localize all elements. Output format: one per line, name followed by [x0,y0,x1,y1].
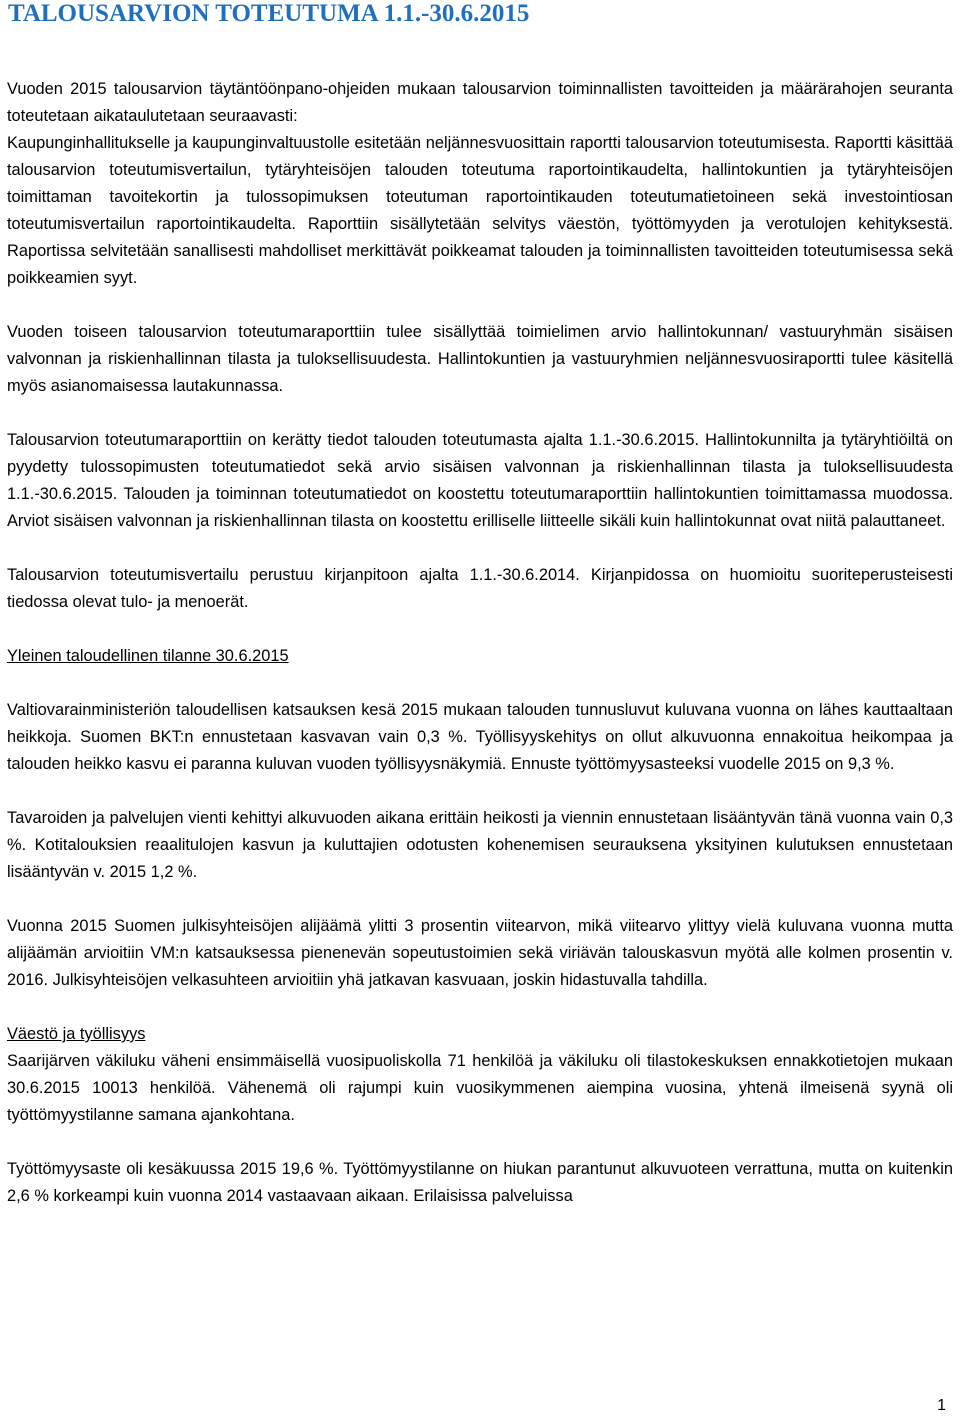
paragraph-reporting: Kaupunginhallitukselle ja kaupunginvaltuustolle esitetään neljännesvuosittain raportti talousarvion toteutumisesta. Raportti käsittää talousarvion toteutumisvertailun, tytäryhteisöjen talouden toteutuma raportointikaudelta, hallintokuntien ja tytäryhteisöjen toimittaman tavoitekortin ja tulossopimuksen toteutuman raportointikauden toteutumatietoineen sekä investointiosan toteutumisvertailun raportointikaudelta. Raporttiin sisällytetään selvitys väestön, työttömyyden ja verotulojen kehityksestä. Raportissa selvitetään sanallisesti mahdolliset merkittävät poikkeamat talouden ja toiminnallisten tavoitteiden toteutumisessa sekä poikkeamien syyt. [7,134,953,287]
paragraph-public-deficit: Vuonna 2015 Suomen julkisyhteisöjen alijäämä ylitti 3 prosentin viitearvon, mikä viitearvo ylittyy vielä kuluvana vuonna mutta alijäämän arvioitiin VM:n katsauksessa pienenevän sopeutustoimien sekä viriävän talouskasvun myötä alle kolmen prosentin v. 2016. Julkisyhteisöjen velkasuhteen arvioitiin yhä jatkavan kasvuaan, joskin hidastuvalla tahdilla. [7,917,953,989]
paragraph-unemployment: Työttömyysaste oli kesäkuussa 2015 19,6 %. Työttömyystilanne on hiukan parantunut alkuvuoteen verrattuna, mutta on kuitenkin 2,6 % korkeampi kuin vuonna 2014 vastaavaan aikaan. Erilaisissa palveluissa [7,1160,953,1205]
paragraph-economy-outlook: Valtiovarainministeriön taloudellisen katsauksen kesä 2015 mukaan talouden tunnusluvut kuluvana vuonna on lähes kauttaaltaan heikkoja. Suomen BKT:n ennustetaan kasvavan vain 0,3 %. Työllisyyskehitys on ollut alkuvuonna ennakoitua heikompaa ja talouden heikko kasvu ei paranna kuluvan vuoden työllisyysnäkymiä. Ennuste työttömyysasteeksi vuodelle 2015 on 9,3 %. [7,701,953,773]
section-heading-economy: Yleinen taloudellinen tilanne 30.6.2015 [7,647,289,665]
document-title: TALOUSARVION TOTEUTUMA 1.1.-30.6.2015 [8,0,530,27]
page-number: 1 [937,1397,946,1414]
paragraph-intro: Vuoden 2015 talousarvion täytäntöönpano-ohjeiden mukaan talousarvion toiminnallisten tavoitteiden ja määrärahojen seuranta toteutetaan aikataulutetaan seuraavasti: [7,80,953,125]
paragraph-data-collection: Talousarvion toteutumaraporttiin on kerätty tiedot talouden toteutumasta ajalta 1.1.-30.6.2015. Hallintokunnilta ja tytäryhtiöiltä on pyydetty tulossopimusten toteutumatiedot sekä arvio sisäisen valvonnan ja riskienhallinnan tilasta ja tuloksellisuudesta 1.1.-30.6.2015. Talouden ja toiminnan toteutumatiedot on koostettu toteutumaraporttiin hallintokuntien toimittamassa muodossa. Arviot sisäisen valvonnan ja riskienhallinnan tilasta on koostettu erilliselle liitteelle sikäli kuin hallintokunnat ovat niitä palauttaneet. [7,431,953,530]
paragraph-population: Saarijärven väkiluku väheni ensimmäisellä vuosipuoliskolla 71 henkilöä ja väkiluku oli tilastokeskuksen ennakkotietojen mukaan 30.6.2015 10013 henkilöä. Vähenemä oli rajumpi kuin vuosikymmenen aiempina vuosina, yhtenä ilmeisenä syynä oli työttömyystilanne samana ajankohtana. [7,1052,953,1124]
section-heading-population: Väestö ja työllisyys [7,1025,146,1043]
paragraph-accounting-basis: Talousarvion toteutumisvertailu perustuu kirjanpitoon ajalta 1.1.-30.6.2014. Kirjanpidossa on huomioitu suoriteperusteisesti tiedossa olevat tulo- ja menoerät. [7,566,953,611]
paragraph-exports: Tavaroiden ja palvelujen vienti kehittyi alkuvuoden aikana erittäin heikosti ja viennin ennustetaan lisääntyvän tänä vuonna vain 0,3 %. Kotitalouksien reaalitulojen kasvun ja kuluttajien odotusten kohenemisen seurauksena yksityinen kulutuksen ennustetaan lisääntyvän v. 2015 1,2 %. [7,809,953,881]
paragraph-second-report: Vuoden toiseen talousarvion toteutumaraporttiin tulee sisällyttää toimielimen arvio hallintokunnan/ vastuuryhmän sisäisen valvonnan ja riskienhallinnan tilasta ja tuloksellisuudesta. Hallintokuntien ja vastuuryhmien neljännesvuosiraportti tulee käsitellä myös asianomaisessa lautakunnassa. [7,323,953,395]
document-body [7,76,953,1210]
